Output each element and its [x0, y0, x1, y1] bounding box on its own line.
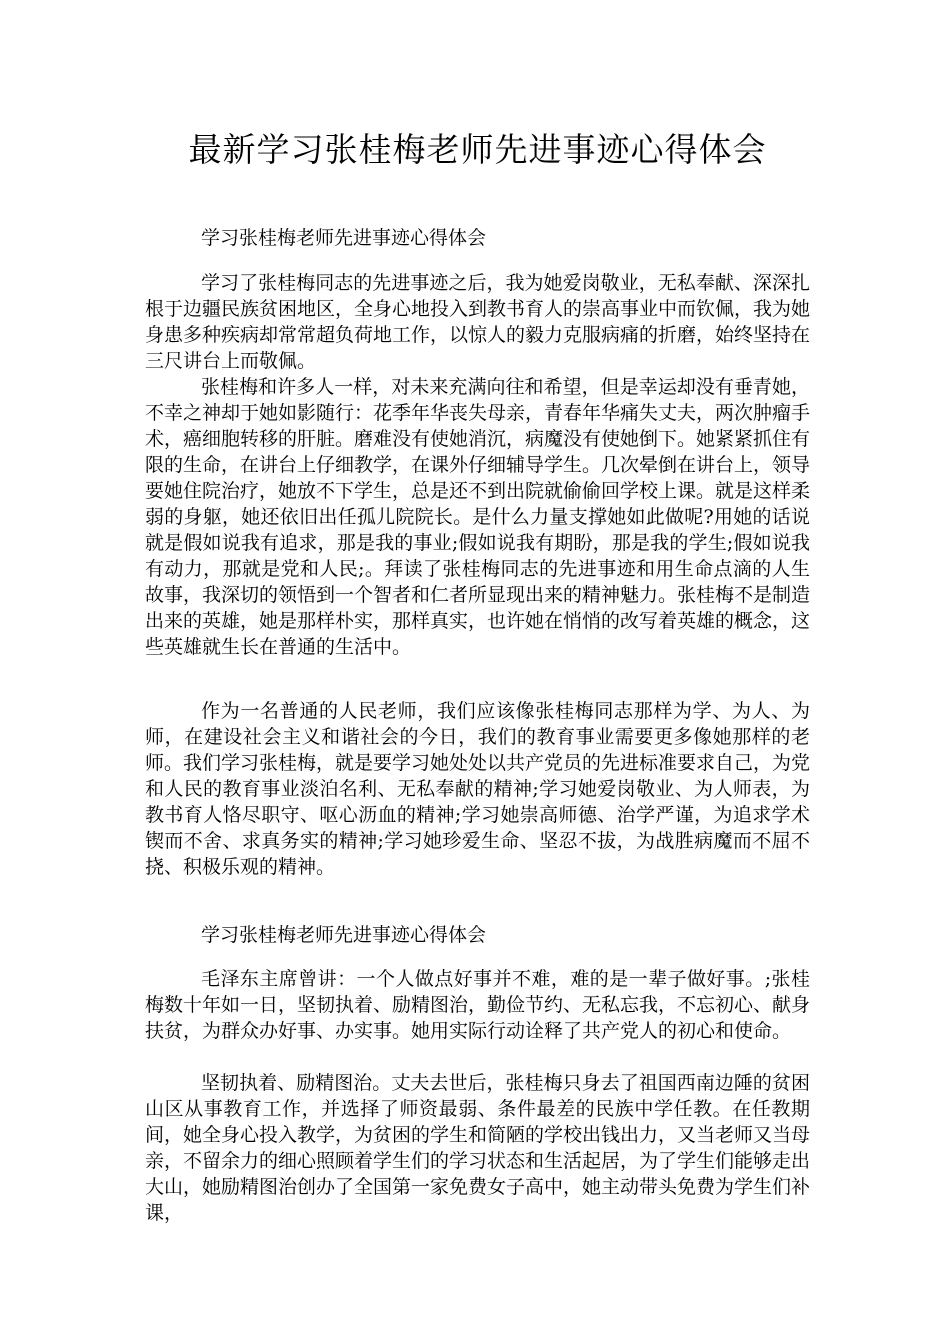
paragraph: 学习了张桂梅同志的先进事迹之后，我为她爱岗敬业，无私奉献、深深扎根于边疆民族贫困地区，全身心地投入到教书育人的崇高事业中而钦佩，我为她身患多种疾病却常常超负荷地工作，以惊人的毅力克服病痛的折磨，始终坚持在三尺讲台上而敬佩。 [145, 272, 811, 372]
paragraph: 毛泽东主席曾讲：一个人做点好事并不难，难的是一辈子做好事。;张桂梅数十年如一日，坚韧执着、励精图治，勤俭节约、无私忘我，不忘初心、献身扶贫，为群众办好事、办实事。她用实际行动诠释了共产党人的初心和使命。 [145, 968, 811, 1042]
paragraph: 坚韧执着、励精图治。丈夫去世后，张桂梅只身去了祖国西南边陲的贫困山区从事教育工作，并选择了师资最弱、条件最差的民族中学任教。在任教期间，她全身心投入教学，为贫困的学生和简陋的学校出钱出力，又当老师又当母亲，不留余力的细心照顾着学生们的学习状态和生活起居，为了学生们能够走出大山，她励精图治创办了全国第一家免费女子高中，她主动带头免费为学生们补课， [145, 1072, 811, 1224]
section-heading: 学习张桂梅老师先进事迹心得体会 [201, 924, 487, 946]
paragraph: 作为一名普通的人民老师，我们应该像张桂梅同志那样为学、为人、为师，在建设社会主义和谐社会的今日，我们的教育事业需要更多像她那样的老师。我们学习张桂梅，就是要学习她处处以共产党员的先进标准要求自己，为党和人民的教育事业淡泊名利、无私奉献的精神;学习她爱岗敬业、为人师表，为教书育人恪尽职守、呕心沥血的精神;学习她崇高师德、治学严谨，为追求学术锲而不舍、求真务实的精神;学习她珍爱生命、坚忍不拔，为战胜病魔而不屈不挠、积极乐观的精神。 [145, 700, 811, 878]
paragraph: 张桂梅和许多人一样，对未来充满向往和希望，但是幸运却没有垂青她，不幸之神却于她如影随行：花季年华丧失母亲，青春年华痛失丈夫，两次肿瘤手术，癌细胞转移的肝脏。磨难没有使她消沉，病魔没有使她倒下。她紧紧抓住有限的生命，在讲台上仔细教学，在课外仔细辅导学生。几次晕倒在讲台上，领导要她住院治疗，她放不下学生，总是还不到出院就偷偷回学校上课。就是这样柔弱的身躯，她还依旧出任孤儿院院长。是什么力量支撑她如此做呢?用她的话说就是假如说我有追求，那是我的事业;假如说我有期盼，那是我的学生;假如说我有动力，那就是党和人民;。拜读了张桂梅同志的先进事迹和用生命点滴的人生故事，我深切的领悟到一个智者和仁者所显现出来的精神魅力。张桂梅不是制造出来的英雄，她是那样朴实，那样真实，也许她在悄悄的改写着英雄的概念，这些英雄就生长在普通的生活中。 [145, 376, 811, 658]
document-title: 最新学习张桂梅老师先进事迹心得体会 [188, 130, 767, 169]
section-heading: 学习张桂梅老师先进事迹心得体会 [201, 227, 487, 249]
